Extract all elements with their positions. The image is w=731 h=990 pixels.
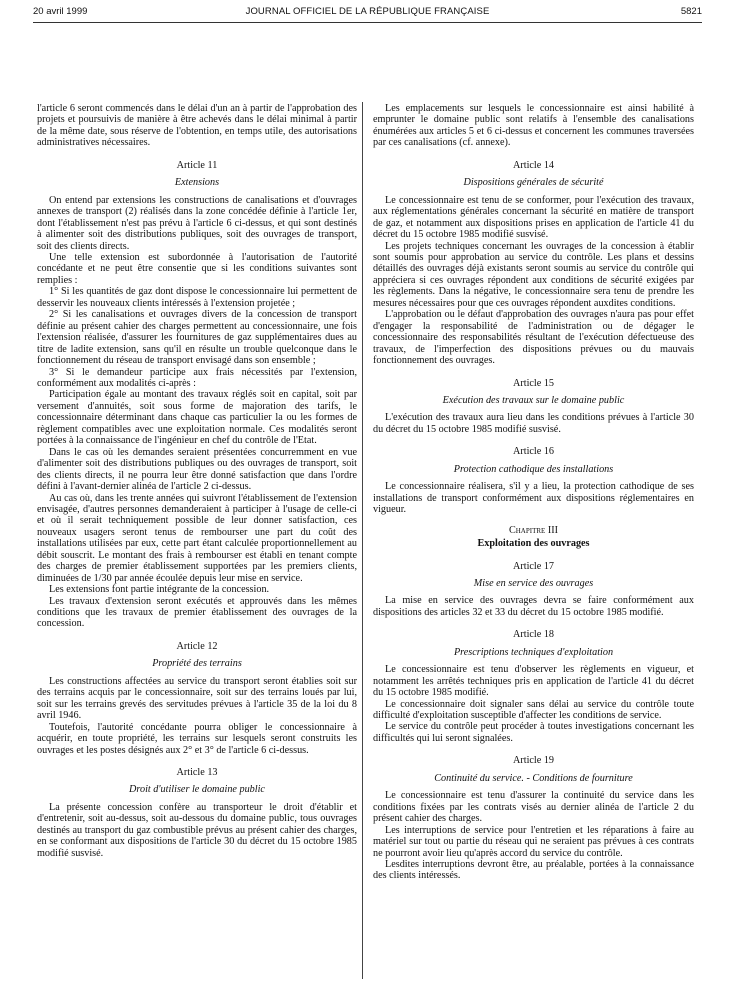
right-column	[373, 103, 694, 882]
paragraph: Au cas où, dans les trente années qui suivront l'établissement de l'extension envisagée, d'autres personnes demanderaient à participer à l'usage de celle-ci et où il serait techniquement possible de leur donner satisfaction, ces nouveaux usagers seront tenus de rembourser une part du coût des installations utilisées par eux, cette part étant calculée proportionnellement au débit souscrit. Le montant des frais à rembourser est établi en tenant compte des charges de premier établissement supportées par les premiers clients, diminuées de 1/30 par année écoulée depuis leur mise en service.	[37, 492, 357, 584]
article-heading: Article 16	[512, 446, 555, 458]
paragraph: Toutefois, l'autorité concédante pourra obliger le concessionnaire à acquérir, en toute propriété, les terrains sur lesquels seront construits les ouvrages et les postes désignés aux 2° et 3° de l'article 6 ci-dessus.	[37, 721, 357, 756]
article-heading: Article 19	[512, 755, 555, 767]
paragraph: Les constructions affectées au service du transport seront établies soit sur des terrains acquis par le concessionnaire, soit sur des terrains loués par lui, soit sur les terrains grevés des servitudes prévues à l'article 35 de la loi du 8 avril 1946.	[37, 675, 357, 722]
paragraph: Les emplacements sur lesquels le concessionnaire est ainsi habilité à emprunter le domaine public sont relatifs à l'ensemble des canalisations énumérées aux articles 5 et 6 ci-dessus et concernent les communes traversées par ces canalisations (cf. annexe).	[373, 103, 694, 149]
paragraph: Les extensions font partie intégrante de la concession.	[49, 584, 270, 596]
page-header	[33, 6, 702, 22]
paragraph: Le concessionnaire est tenu de se conformer, pour l'exécution des travaux, aux réglementations générales concernant la sécurité en matière de transport de gaz, et notamment aux dispositions prises en application de l'article 41 du décret du 15 octobre 1985 modifié susvisé.	[373, 194, 694, 241]
paragraph: 2° Si les canalisations et ouvrages divers de la concession de transport définie au présent cahier des charges permettent au concessionnaire, une fois l'extension réalisée, d'assurer les fournitures de gaz supplémentaires dues au titre de ladite extension, sans qu'il en résulte un trouble quelconque dans le fonctionnement du réseau de transport envisagé dans son ensemble ;	[37, 309, 357, 367]
header-page-number: 5821	[680, 6, 702, 17]
paragraph: Participation égale au montant des travaux réglés soit en capital, soit par versement d'annuités, soit sous forme de majoration des tarifs, le concessionnaire déterminant dans chaque cas particulier la ou les formes de règlement compatibles avec une exploitation normale. Ces modalités seront portées à la connaissance de l'ingénieur en chef du contrôle de l'Etat.	[37, 389, 357, 447]
header-journal-title: JOURNAL OFFICIEL DE LA RÉPUBLIQUE FRANÇAISE	[245, 6, 490, 17]
article-heading: Article 13	[176, 767, 218, 779]
paragraph: L'approbation ou le défaut d'approbation des ouvrages n'aura pas pour effet d'engager la responsabilité de l'administration ou de dégager le concessionnaire des responsabilités résultant de l'exécution défectueuse des travaux, de l'imperfection des dispositions prévues ou du mauvais fonctionnement des ouvrages.	[373, 309, 694, 367]
article-title: Prescriptions techniques d'exploitation	[453, 646, 614, 658]
article-title: Extensions	[174, 177, 220, 189]
paragraph: On entend par extensions les constructions de canalisations et d'ouvrages annexes de transport (2) réalisés dans la zone concédée définie à l'article 1er, dont l'établissement n'est pas prévu à l'article 6 ci-dessus, et qui sont destinés à alimenter soit des distributions publiques, soit des ouvrages de transport, soit des clients directs.	[37, 194, 357, 252]
paragraph: Le concessionnaire doit signaler sans délai au service du contrôle toute difficulté d'exploitation susceptible d'affecter les conditions de service.	[373, 698, 694, 722]
chapter-title: Exploitation des ouvrages	[477, 538, 590, 550]
paragraph: La présente concession confère au transporteur le droit d'établir et d'entretenir, soit au-dessus, soit au-dessous du domaine public, tous ouvrages destinés au transport du gaz combustible prévus au présent cahier des charges, en se conformant aux dispositions de l'article 30 du décret du 15 octobre 1985 modifié susvisé.	[37, 801, 357, 859]
paragraph: 1° Si les quantités de gaz dont dispose le concessionnaire lui permettent de desservir les nouveaux clients intéressés à l'extension projetée ;	[37, 286, 357, 309]
paragraph: L'exécution des travaux aura lieu dans les conditions prévues à l'article 30 du décret du 15 octobre 1985 modifié susvisé.	[373, 412, 694, 435]
article-heading: Article 15	[512, 377, 555, 389]
paragraph: Les travaux d'extension seront exécutés et approuvés dans les mêmes conditions que les travaux de premier établissement des ouvrages de la concession.	[37, 595, 357, 630]
paragraph: Le concessionnaire réalisera, s'il y a lieu, la protection cathodique de ses installations de transport conformément aux dispositions réglementaires en vigueur.	[373, 481, 694, 516]
article-title: Mise en service des ouvrages	[473, 577, 594, 589]
article-title: Propriété des terrains	[152, 658, 242, 670]
paragraph: 3° Si le demandeur participe aux frais nécessités par l'extension, conformément aux modalités ci-après :	[37, 366, 357, 389]
paragraph: Lesdites interruptions devront être, au préalable, portées à la connaissance des clients intéressés.	[373, 859, 694, 882]
article-heading: Article 17	[512, 560, 555, 572]
header-date: 20 avril 1999	[33, 6, 88, 17]
article-title: Dispositions générales de sécurité	[463, 177, 604, 189]
left-column	[37, 103, 357, 859]
paragraph: Les projets techniques concernant les ouvrages de la concession à établir sont soumis pour approbation au service du contrôle. Les plans et dessins détaillés des ouvrages déjà existants seront soumis au service du contrôle qui appréciera si ces ouvrages répondent aux conditions de sécurité exigées par les règlements. Dans la négative, le concessionnaire sera tenu de prendre les mesures nécessaires pour que ces ouvrages répondent auxdites conditions.	[373, 240, 694, 309]
article-title: Protection cathodique des installations	[453, 463, 614, 475]
article-heading: Article 12	[176, 640, 218, 652]
paragraph: Le concessionnaire est tenu d'observer les règlements en vigueur, et notamment les arrêtés techniques pris en application de l'article 41 du décret du 15 octobre 1985 modifié.	[373, 664, 694, 699]
paragraph: Le concessionnaire est tenu d'assurer la continuité du service dans les conditions fixées par les contrats visés au dernier alinéa de l'article 2 du présent cahier des charges.	[373, 790, 694, 825]
paragraph: La mise en service des ouvrages devra se faire conformément aux dispositions des articles 32 et 33 du décret du 15 octobre 1985 modifié.	[373, 595, 694, 618]
article-title: Exécution des travaux sur le domaine public	[442, 394, 625, 406]
article-heading: Article 11	[176, 159, 218, 171]
article-title: Droit d'utiliser le domaine public	[129, 784, 265, 796]
column-divider	[362, 102, 363, 979]
paragraph: Une telle extension est subordonnée à l'autorisation de l'autorité concédante et ne peut être consentie que si les conditions suivantes sont remplies :	[37, 251, 357, 286]
paragraph: Le service du contrôle peut procéder à toutes investigations concernant les difficultés qui lui seront signalées.	[373, 721, 694, 744]
paragraph: l'article 6 seront commencés dans le délai d'un an à partir de l'approbation des projets et poursuivis de manière à être achevés dans le délai minimal à partir de la même date, sous réserve de l'obtention, en temps utile, des autorisations administratives nécessaires.	[37, 103, 357, 149]
header-rule	[33, 22, 702, 23]
article-heading: Article 14	[512, 159, 555, 171]
paragraph: Dans le cas où les demandes seraient présentées concurremment en vue d'alimenter soit des distributions publiques ou des ouvrages de transport, soit des clients directs, il ne pourra leur être donné satisfaction que dans l'ordre défini à l'avant-dernier alinéa de l'article 2 ci-dessus.	[37, 446, 357, 493]
chapter-heading: Chapitre III	[508, 524, 559, 536]
article-heading: Article 18	[512, 629, 555, 641]
article-title: Continuité du service. - Conditions de fourniture	[434, 772, 633, 784]
paragraph: Les interruptions de service pour l'entretien et les réparations à faire au matériel sur tout ou partie du réseau qui ne seraient pas prévues à ces contrats ne pourront avoir lieu qu'après accord du service du contrôle.	[373, 824, 694, 859]
